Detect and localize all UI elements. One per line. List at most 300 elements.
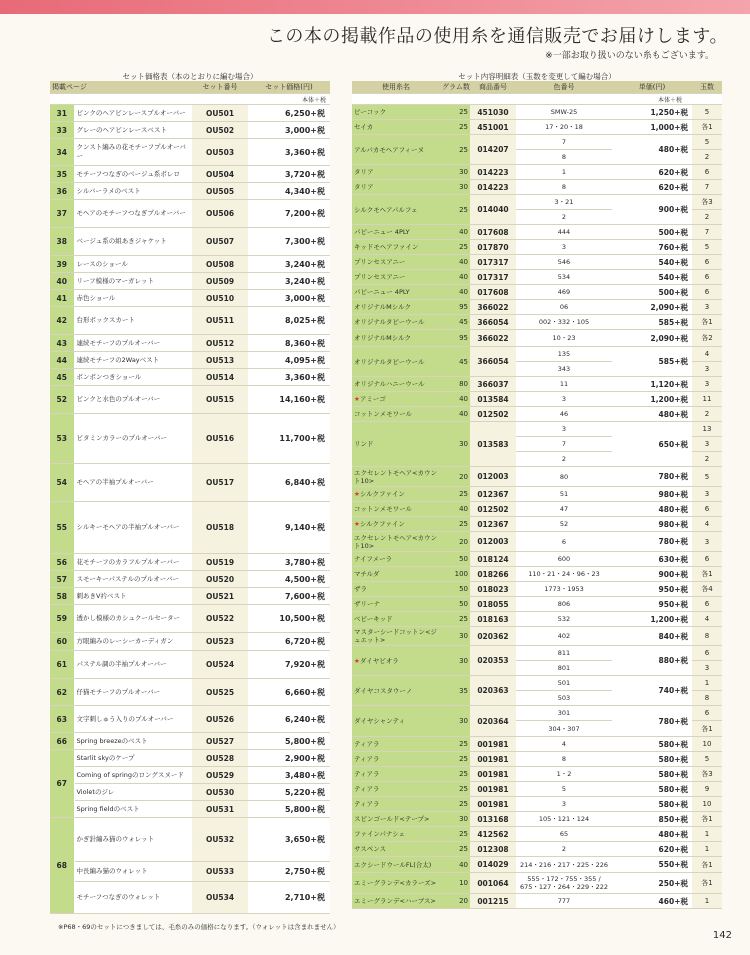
set-row	[50, 862, 330, 882]
set-price-cell: 5,220+税	[248, 784, 330, 801]
yarn-price-cell: 585+税	[612, 347, 692, 377]
yarn-code-cell: 018124	[470, 552, 516, 567]
yarn-row	[352, 407, 722, 422]
yarn-grams-cell: 20	[440, 894, 470, 909]
yarn-name-cell	[352, 392, 440, 407]
yarn-name-cell: タリア	[352, 180, 440, 195]
yarn-qty-cell: 2	[692, 452, 722, 467]
set-name-cell: グレーのヘアピンレースベスト	[74, 122, 192, 139]
yarn-code-cell: 014223	[470, 180, 516, 195]
set-price-cell: 3,480+税	[248, 767, 330, 784]
yarn-price-cell: 540+税	[612, 255, 692, 270]
yarn-color-cell: 1・2	[516, 767, 612, 782]
yarn-row	[352, 467, 722, 487]
yarn-name-cell: オリジナルタピーウール	[352, 347, 440, 377]
yarn-grams-cell: 10	[440, 873, 470, 894]
yarn-color-cell: SMW-25	[516, 105, 612, 120]
yarn-price-cell: 950+税	[612, 597, 692, 612]
yarn-row	[352, 676, 722, 691]
set-price-cell: 11,700+税	[248, 414, 330, 464]
yarn-price-cell: 480+税	[612, 502, 692, 517]
yarn-name-cell: オリジナルMシルク	[352, 330, 440, 347]
set-code-cell: OU517	[192, 464, 248, 502]
yarn-code-cell: 013584	[470, 392, 516, 407]
set-code-cell: OU533	[192, 862, 248, 882]
set-price-cell: 2,710+税	[248, 882, 330, 914]
set-name-cell: 刺あきV衿ベスト	[74, 588, 192, 605]
yarn-color-cell: 600	[516, 552, 612, 567]
yarn-price-cell: 630+税	[612, 552, 692, 567]
yarn-grams-cell: 25	[440, 767, 470, 782]
set-name-cell: 透かし模様のカシュクールセーター	[74, 605, 192, 633]
yarn-row	[352, 180, 722, 195]
yarn-color-cell: 6	[516, 532, 612, 552]
yarn-row	[352, 502, 722, 517]
yarn-grams-cell: 25	[440, 827, 470, 842]
yarn-name-cell: リンド	[352, 422, 440, 467]
unit-label: 本体＋税	[50, 94, 330, 105]
set-page-cell: 31	[50, 105, 74, 122]
yarn-qty-cell: 3	[692, 487, 722, 502]
yarn-color-cell: 10・23	[516, 330, 612, 347]
yarn-row	[352, 612, 722, 627]
yarn-color-cell: 4	[516, 737, 612, 752]
set-code-cell: OU512	[192, 335, 248, 352]
set-row	[50, 273, 330, 290]
set-price-cell: 3,000+税	[248, 122, 330, 139]
set-page-cell: 43	[50, 335, 74, 352]
yarn-qty-cell: 6	[692, 502, 722, 517]
yarn-qty-cell: 3	[692, 532, 722, 552]
unit-row	[50, 94, 330, 105]
yarn-grams-cell: 25	[440, 752, 470, 767]
yarn-code-cell: 017317	[470, 255, 516, 270]
yarn-color-cell: 534	[516, 270, 612, 285]
yarn-price-cell: 620+税	[612, 180, 692, 195]
yarn-qty-cell: 各1	[692, 857, 722, 873]
set-page-cell: 44	[50, 352, 74, 369]
yarn-qty-cell: 6	[692, 285, 722, 300]
yarn-name-cell: ザリーナ	[352, 597, 440, 612]
yarn-color-cell: 2	[516, 452, 612, 467]
yarn-row	[352, 767, 722, 782]
yarn-color-cell: 80	[516, 467, 612, 487]
yarn-grams-cell: 40	[440, 285, 470, 300]
yarn-name-cell: ピーコック	[352, 105, 440, 120]
star-mark-icon: ★	[354, 395, 360, 403]
yarn-grams-cell: 100	[440, 567, 470, 582]
yarn-name-cell: プリンセスアニー	[352, 255, 440, 270]
set-code-cell: OU506	[192, 200, 248, 228]
set-page-cell: 35	[50, 166, 74, 183]
yarn-name-cell: シルクモヘアパルフェ	[352, 195, 440, 225]
yarn-price-cell: 900+税	[612, 567, 692, 582]
set-row	[50, 256, 330, 273]
yarn-row	[352, 255, 722, 270]
set-row	[50, 706, 330, 733]
yarn-code-cell: 014029	[470, 857, 516, 873]
yarn-code-cell: 020362	[470, 627, 516, 646]
yarn-code-cell: 001981	[470, 767, 516, 782]
col-header-yarn-name: 使用糸名	[352, 81, 440, 94]
yarn-color-cell: 135	[516, 347, 612, 362]
yarn-qty-cell: 3	[692, 377, 722, 392]
yarn-grams-cell: 45	[440, 315, 470, 330]
yarn-price-cell: 760+税	[612, 240, 692, 255]
yarn-color-cell: 469	[516, 285, 612, 300]
yarn-color-cell: 51	[516, 487, 612, 502]
yarn-name-cell: ダイヤコスタウーノ	[352, 676, 440, 706]
yarn-row	[352, 857, 722, 873]
yarn-price-cell: 580+税	[612, 797, 692, 812]
set-name-cell: 連続モチーフのプルオーバー	[74, 335, 192, 352]
set-row	[50, 414, 330, 464]
set-row	[50, 784, 330, 801]
yarn-color-cell: 532	[516, 612, 612, 627]
set-page-cell: 55	[50, 502, 74, 554]
yarn-row	[352, 195, 722, 210]
yarn-qty-cell: 各1	[692, 873, 722, 894]
yarn-qty-cell: 各3	[692, 195, 722, 210]
set-price-table	[50, 81, 330, 914]
yarn-code-cell: 012367	[470, 517, 516, 532]
set-row	[50, 571, 330, 588]
yarn-color-cell: 7	[516, 135, 612, 150]
yarn-qty-cell: 5	[692, 135, 722, 150]
yarn-color-cell: 002・332・105	[516, 315, 612, 330]
set-name-cell: Coming of springのロングスヌード	[74, 767, 192, 784]
yarn-name-cell: サスペンス	[352, 842, 440, 857]
yarn-price-cell: 500+税	[612, 225, 692, 240]
set-code-cell: OU522	[192, 605, 248, 633]
yarn-qty-cell: 9	[692, 782, 722, 797]
set-page-cell: 57	[50, 571, 74, 588]
set-name-cell: スモーキーパステルのプルオーバー	[74, 571, 192, 588]
set-row	[50, 139, 330, 166]
set-code-cell: OU515	[192, 386, 248, 414]
set-row	[50, 200, 330, 228]
yarn-grams-cell: 20	[440, 467, 470, 487]
set-row	[50, 633, 330, 651]
yarn-qty-cell: 7	[692, 180, 722, 195]
set-name-cell: ピンクと水色のプルオーバー	[74, 386, 192, 414]
set-row	[50, 733, 330, 750]
set-row	[50, 307, 330, 335]
yarn-color-cell: 301	[516, 706, 612, 721]
yarn-price-cell: 620+税	[612, 842, 692, 857]
yarn-row	[352, 300, 722, 315]
left-table-caption: セット価格表（本のとおりに編む場合）	[122, 72, 258, 81]
yarn-qty-cell: 8	[692, 627, 722, 646]
set-page-cell: 40	[50, 273, 74, 290]
yarn-row	[352, 597, 722, 612]
yarn-name-cell: セイカ	[352, 120, 440, 135]
yarn-color-cell: 8	[516, 752, 612, 767]
yarn-qty-cell: 3	[692, 661, 722, 676]
set-name-cell: クンスト編みの花モチーフプルオーバー	[74, 139, 192, 166]
yarn-grams-cell: 95	[440, 300, 470, 315]
yarn-name-cell: パピーニュー 4PLY	[352, 225, 440, 240]
yarn-row	[352, 552, 722, 567]
yarn-name-cell: マチルダ	[352, 567, 440, 582]
set-name-cell: モヘアの半袖プルオーバー	[74, 464, 192, 502]
set-page-cell: 67	[50, 750, 74, 818]
yarn-name-cell: ダイヤシャンティ	[352, 706, 440, 737]
yarn-code-cell: 014207	[470, 135, 516, 165]
yarn-row	[352, 873, 722, 894]
yarn-color-cell: 777	[516, 894, 612, 909]
set-price-cell: 4,500+税	[248, 571, 330, 588]
yarn-grams-cell: 25	[440, 612, 470, 627]
set-name-cell: 文字刺しゅう入りのプルオーバー	[74, 706, 192, 733]
yarn-color-cell: 105・121・124	[516, 812, 612, 827]
set-code-cell: OU524	[192, 651, 248, 679]
yarn-row	[352, 532, 722, 552]
set-row	[50, 386, 330, 414]
yarn-color-cell: 402	[516, 627, 612, 646]
yarn-grams-cell: 40	[440, 857, 470, 873]
yarn-code-cell: 001981	[470, 752, 516, 767]
yarn-row	[352, 392, 722, 407]
yarn-qty-cell: 6	[692, 597, 722, 612]
set-page-cell: 68	[50, 818, 74, 914]
yarn-grams-cell: 25	[440, 797, 470, 812]
yarn-code-cell: 001981	[470, 797, 516, 812]
yarn-grams-cell: 25	[440, 782, 470, 797]
set-row	[50, 183, 330, 200]
set-price-cell: 5,800+税	[248, 733, 330, 750]
yarn-grams-cell: 30	[440, 422, 470, 467]
yarn-qty-cell: 各1	[692, 315, 722, 330]
yarn-row	[352, 487, 722, 502]
yarn-code-cell: 412562	[470, 827, 516, 842]
set-code-cell: OU514	[192, 369, 248, 386]
yarn-price-cell: 840+税	[612, 627, 692, 646]
set-name-cell: 仔猫モチーフのプルオーバー	[74, 679, 192, 706]
yarn-grams-cell: 50	[440, 597, 470, 612]
set-name-cell: Violetのジレ	[74, 784, 192, 801]
set-price-cell: 7,600+税	[248, 588, 330, 605]
set-page-cell: 60	[50, 633, 74, 651]
set-code-cell: OU525	[192, 679, 248, 706]
col-header-product-number: 商品番号	[470, 81, 516, 94]
star-mark-icon: ★	[354, 490, 360, 498]
yarn-code-cell: 018266	[470, 567, 516, 582]
set-name-cell: 連続モチーフの2Wayベスト	[74, 352, 192, 369]
yarn-price-cell: 740+税	[612, 676, 692, 706]
yarn-qty-cell: 各1	[692, 567, 722, 582]
col-header-color-number: 色番号	[516, 81, 612, 94]
yarn-grams-cell: 30	[440, 646, 470, 676]
set-code-cell: OU501	[192, 105, 248, 122]
yarn-color-cell: 52	[516, 517, 612, 532]
yarn-code-cell: 012502	[470, 502, 516, 517]
set-name-cell: 赤色ショール	[74, 290, 192, 307]
set-code-cell: OU526	[192, 706, 248, 733]
set-name-cell: Starlit skyのケープ	[74, 750, 192, 767]
yarn-name-cell: エクセレントモヘア<カウント10>	[352, 467, 440, 487]
yarn-code-cell: 013583	[470, 422, 516, 467]
yarn-qty-cell: 各1	[692, 120, 722, 135]
yarn-qty-cell: 1	[692, 842, 722, 857]
yarn-grams-cell: 25	[440, 240, 470, 255]
set-name-cell: かぎ針編み猫のウォレット	[74, 818, 192, 862]
yarn-price-cell: 580+税	[612, 767, 692, 782]
yarn-row	[352, 285, 722, 300]
set-page-cell: 54	[50, 464, 74, 502]
yarn-name-cell: エクセレントモヘア<カウント10>	[352, 532, 440, 552]
yarn-qty-cell: 5	[692, 240, 722, 255]
set-row	[50, 464, 330, 502]
yarn-row	[352, 422, 722, 437]
yarn-name-cell: ザラ	[352, 582, 440, 597]
yarn-name-cell: オリジナルハニーウール	[352, 377, 440, 392]
yarn-price-cell: 585+税	[612, 315, 692, 330]
yarn-code-cell: 020364	[470, 706, 516, 737]
set-code-cell: OU519	[192, 554, 248, 571]
yarn-qty-cell: 10	[692, 797, 722, 812]
yarn-price-cell: 1,250+税	[612, 105, 692, 120]
col-header-set-number: セット番号	[192, 81, 248, 94]
set-price-cell: 2,900+税	[248, 750, 330, 767]
yarn-code-cell: 020353	[470, 646, 516, 676]
yarn-grams-cell: 95	[440, 330, 470, 347]
yarn-code-cell: 012308	[470, 842, 516, 857]
yarn-row	[352, 582, 722, 597]
yarn-price-cell: 480+税	[612, 407, 692, 422]
top-color-bar	[0, 0, 750, 14]
yarn-row	[352, 894, 722, 909]
set-code-cell: OU516	[192, 414, 248, 464]
col-header-set-price: セット価格(円)	[248, 81, 330, 94]
yarn-price-cell: 880+税	[612, 646, 692, 676]
yarn-grams-cell: 35	[440, 676, 470, 706]
yarn-price-cell: 780+税	[612, 706, 692, 737]
set-price-cell: 4,095+税	[248, 352, 330, 369]
yarn-price-cell: 900+税	[612, 195, 692, 225]
set-page-cell: 36	[50, 183, 74, 200]
yarn-color-cell: 214・216・217・225・226	[516, 857, 612, 873]
set-price-cell: 8,025+税	[248, 307, 330, 335]
yarn-price-cell: 950+税	[612, 582, 692, 597]
yarn-color-cell: 3	[516, 797, 612, 812]
set-row	[50, 554, 330, 571]
set-page-cell: 61	[50, 651, 74, 679]
set-row	[50, 818, 330, 862]
yarn-color-cell: 3	[516, 240, 612, 255]
set-row	[50, 767, 330, 784]
yarn-code-cell: 013168	[470, 812, 516, 827]
yarn-code-cell: 020363	[470, 676, 516, 706]
set-row	[50, 651, 330, 679]
yarn-color-cell: 8	[516, 180, 612, 195]
set-code-cell: OU521	[192, 588, 248, 605]
yarn-row	[352, 225, 722, 240]
set-row	[50, 605, 330, 633]
yarn-qty-cell: 6	[692, 706, 722, 721]
set-price-cell: 7,200+税	[248, 200, 330, 228]
yarn-qty-cell: 7	[692, 225, 722, 240]
set-page-cell: 33	[50, 122, 74, 139]
set-price-cell: 3,360+税	[248, 139, 330, 166]
yarn-qty-cell: 1	[692, 827, 722, 842]
set-page-cell: 42	[50, 307, 74, 335]
yarn-code-cell: 012003	[470, 532, 516, 552]
yarn-code-cell: 018055	[470, 597, 516, 612]
yarn-row	[352, 567, 722, 582]
yarn-row	[352, 270, 722, 285]
yarn-color-cell: 3	[516, 392, 612, 407]
yarn-name-cell: ティアラ	[352, 797, 440, 812]
yarn-code-cell: 018163	[470, 612, 516, 627]
set-price-cell: 3,240+税	[248, 273, 330, 290]
yarn-price-cell: 460+税	[612, 894, 692, 909]
set-code-cell: OU503	[192, 139, 248, 166]
yarn-grams-cell: 40	[440, 225, 470, 240]
yarn-grams-cell: 40	[440, 255, 470, 270]
yarn-row	[352, 377, 722, 392]
yarn-qty-cell: 3	[692, 362, 722, 377]
yarn-color-cell: 65	[516, 827, 612, 842]
yarn-grams-cell: 20	[440, 532, 470, 552]
yarn-price-cell: 500+税	[612, 285, 692, 300]
yarn-color-cell: 444	[516, 225, 612, 240]
yarn-color-cell: 46	[516, 407, 612, 422]
page-title: この本の掲載作品の使用糸を通信販売でお届けします。	[266, 26, 728, 47]
yarn-name-cell: スピンゴールド<テープ>	[352, 812, 440, 827]
yarn-qty-cell: 4	[692, 612, 722, 627]
yarn-price-cell: 1,000+税	[612, 120, 692, 135]
set-code-cell: OU523	[192, 633, 248, 651]
set-row	[50, 588, 330, 605]
set-detail-header-row	[352, 81, 722, 94]
yarn-name-cell: ティアラ	[352, 767, 440, 782]
yarn-price-cell: 580+税	[612, 752, 692, 767]
yarn-code-cell: 017317	[470, 270, 516, 285]
set-page-cell: 52	[50, 386, 74, 414]
yarn-qty-cell: 6	[692, 646, 722, 661]
col-header-quantity: 玉数	[692, 81, 722, 94]
yarn-color-cell: 801	[516, 661, 612, 676]
set-row	[50, 679, 330, 706]
set-page-cell: 62	[50, 679, 74, 706]
yarn-qty-cell: 6	[692, 255, 722, 270]
yarn-name-text: シルクファイン	[359, 490, 405, 498]
set-code-cell: OU508	[192, 256, 248, 273]
yarn-code-cell: 017608	[470, 225, 516, 240]
set-price-cell: 6,840+税	[248, 464, 330, 502]
yarn-row	[352, 627, 722, 646]
yarn-name-cell: オリジナルタピーウール	[352, 315, 440, 330]
yarn-code-cell: 001215	[470, 894, 516, 909]
yarn-code-cell: 018023	[470, 582, 516, 597]
yarn-qty-cell: 5	[692, 752, 722, 767]
col-header-unit-price: 単価(円)	[612, 81, 692, 94]
yarn-color-cell: 555・172・755・355 / 675・127・264・229・222	[516, 873, 612, 894]
yarn-color-cell: 3	[516, 422, 612, 437]
set-code-cell: OU502	[192, 122, 248, 139]
yarn-grams-cell: 25	[440, 737, 470, 752]
yarn-qty-cell: 各4	[692, 582, 722, 597]
yarn-row	[352, 706, 722, 721]
page-number: 142	[712, 930, 732, 941]
yarn-name-cell: プリンセスアニー	[352, 270, 440, 285]
yarn-code-cell: 012003	[470, 467, 516, 487]
yarn-color-cell: 501	[516, 676, 612, 691]
yarn-qty-cell: 2	[692, 150, 722, 165]
yarn-row	[352, 330, 722, 347]
yarn-qty-cell: 5	[692, 105, 722, 120]
